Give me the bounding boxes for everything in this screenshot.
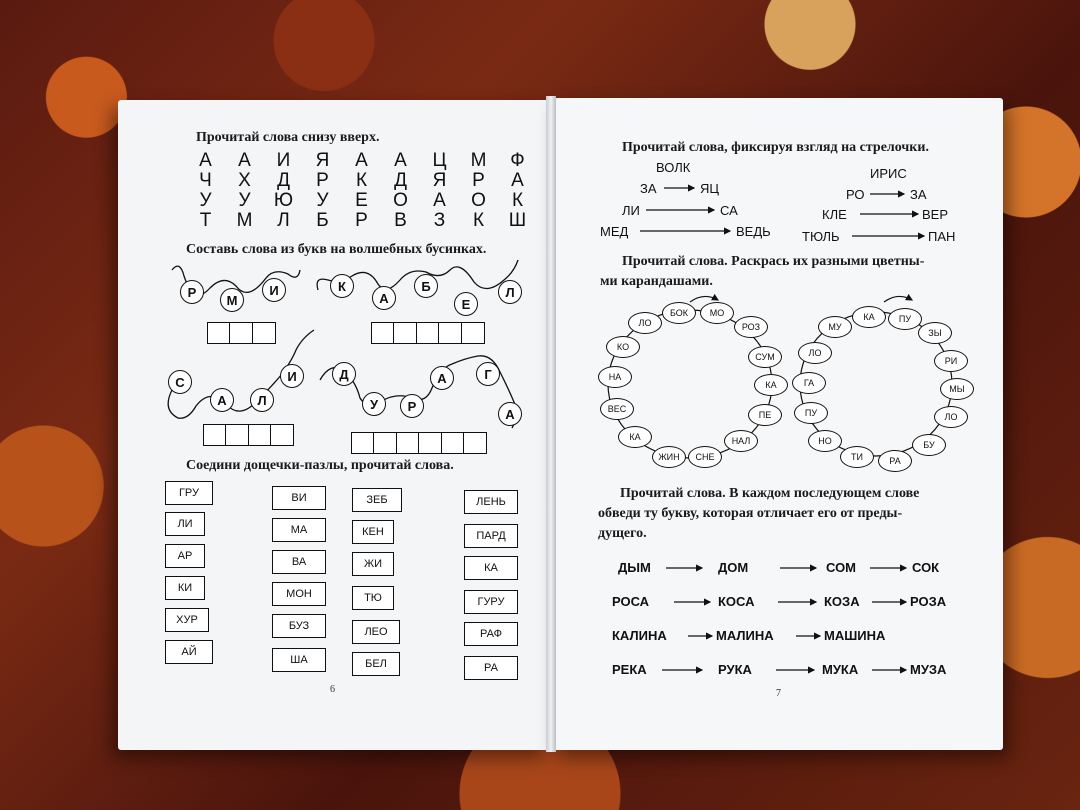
- puzzle-piece[interactable]: ВИ: [272, 486, 326, 510]
- syllable-ring[interactable]: МУ: [818, 316, 852, 338]
- fix-gaze-heading: Прочитай слова, фиксируя взгляд на стрелочки.: [622, 140, 929, 155]
- arrow-word: ЗА: [640, 181, 657, 196]
- chain-word: КОСА: [718, 594, 755, 609]
- syllable-ring[interactable]: ПЕ: [748, 404, 782, 426]
- puzzle-piece[interactable]: КЕН: [352, 520, 394, 544]
- chain-word: РЕКА: [612, 662, 647, 677]
- bead: К: [330, 274, 354, 298]
- syllable-ring[interactable]: БУ: [912, 434, 946, 456]
- syllable-ring[interactable]: ЛО: [628, 312, 662, 334]
- puzzle-piece[interactable]: АЙ: [165, 640, 213, 664]
- letter-row-3: У У Ю У Е О А О К: [199, 190, 524, 211]
- arrow-word: ЯЦ: [700, 181, 720, 196]
- arrow-word: СА: [720, 203, 738, 218]
- syllable-ring[interactable]: РА: [878, 450, 912, 472]
- puzzle-piece[interactable]: ЛЕНЬ: [464, 490, 518, 514]
- arrow-word: ВОЛК: [656, 160, 691, 175]
- puzzle-piece[interactable]: БУЗ: [272, 614, 326, 638]
- arrow-word: РО: [846, 187, 865, 202]
- puzzle-piece[interactable]: ХУР: [165, 608, 209, 632]
- bead: С: [168, 370, 192, 394]
- chain-word: КАЛИНА: [612, 628, 667, 643]
- chain-word: ДЫМ: [618, 560, 651, 575]
- chain-word: ДОМ: [718, 560, 749, 575]
- bead: А: [430, 366, 454, 390]
- puzzle-piece[interactable]: ЛЕО: [352, 620, 400, 644]
- bead: Г: [476, 362, 500, 386]
- syllable-ring[interactable]: КА: [618, 426, 652, 448]
- bead: Д: [332, 362, 356, 386]
- puzzle-piece[interactable]: РА: [464, 656, 518, 680]
- syllable-ring[interactable]: ЗЫ: [918, 322, 952, 344]
- chain-word: РОЗА: [910, 594, 947, 609]
- bead: Р: [400, 394, 424, 418]
- puzzle-piece[interactable]: КА: [464, 556, 518, 580]
- puzzle-piece[interactable]: ТЮ: [352, 586, 394, 610]
- syllable-ring[interactable]: КА: [852, 306, 886, 328]
- bead: У: [362, 392, 386, 416]
- syllable-ring[interactable]: ЛО: [934, 406, 968, 428]
- bead: А: [210, 388, 234, 412]
- puzzle-piece[interactable]: КИ: [165, 576, 205, 600]
- changed-letter-heading-line2: обведи ту букву, которая отличает его от преды-: [598, 506, 903, 521]
- chain-word: МАЛИНА: [716, 628, 774, 643]
- puzzle-piece[interactable]: ЗЕБ: [352, 488, 402, 512]
- syllable-ring[interactable]: СНЕ: [688, 446, 722, 468]
- puzzle-piece[interactable]: ЛИ: [165, 512, 205, 536]
- bead: И: [262, 278, 286, 302]
- chain-word: МАШИНА: [824, 628, 886, 643]
- syllable-ring[interactable]: КО: [606, 336, 640, 358]
- puzzle-piece[interactable]: ГРУ: [165, 481, 213, 505]
- chain-word: КОЗА: [824, 594, 860, 609]
- chain-word: МУЗА: [910, 662, 947, 677]
- syllable-ring[interactable]: ПУ: [888, 308, 922, 330]
- syllable-ring[interactable]: ПУ: [794, 402, 828, 424]
- bead: А: [498, 402, 522, 426]
- changed-letter-heading-line3: дущего.: [598, 526, 647, 541]
- arrow-word: МЕД: [600, 224, 629, 239]
- puzzle-piece[interactable]: РАФ: [464, 622, 518, 646]
- chain-word: СОМ: [826, 560, 857, 575]
- syllable-ring[interactable]: НА: [598, 366, 632, 388]
- syllable-ring[interactable]: МО: [700, 302, 734, 324]
- arrow-word: ЛИ: [622, 203, 640, 218]
- letter-row-2: Ч Х Д Р К Д Я Р А: [199, 170, 524, 191]
- magic-beads-heading: Составь слова из букв на волшебных бусинках.: [186, 242, 487, 257]
- puzzle-piece[interactable]: БЕЛ: [352, 652, 400, 676]
- puzzle-piece[interactable]: ЖИ: [352, 552, 394, 576]
- syllable-ring[interactable]: ЛО: [798, 342, 832, 364]
- changed-letter-heading-line1: Прочитай слова. В каждом последующем слове: [620, 486, 920, 501]
- arrow-word: ЗА: [910, 187, 927, 202]
- bead: М: [220, 288, 244, 312]
- puzzle-piece[interactable]: ПАРД: [464, 524, 518, 548]
- chain-word: МУКА: [822, 662, 859, 677]
- syllable-ring[interactable]: ЖИН: [652, 446, 686, 468]
- bead: Л: [498, 280, 522, 304]
- chain-word: РОСА: [612, 594, 650, 609]
- syllable-ring[interactable]: РОЗ: [734, 316, 768, 338]
- bead: Л: [250, 388, 274, 412]
- puzzle-heading: Соедини дощечки-пазлы, прочитай слова.: [186, 458, 454, 473]
- bead: И: [280, 364, 304, 388]
- syllable-ring[interactable]: РИ: [934, 350, 968, 372]
- chain-word: РУКА: [718, 662, 752, 677]
- syllable-ring[interactable]: ТИ: [840, 446, 874, 468]
- chain-word: СОК: [912, 560, 940, 575]
- syllable-ring[interactable]: ВЕС: [600, 398, 634, 420]
- puzzle-piece[interactable]: АР: [165, 544, 205, 568]
- syllable-ring[interactable]: НАЛ: [724, 430, 758, 452]
- read-bottom-up-heading: Прочитай слова снизу вверх.: [196, 130, 380, 145]
- syllable-ring[interactable]: НО: [808, 430, 842, 452]
- letter-row-1: А А И Я А А Ц М Ф: [199, 150, 525, 171]
- letter-row-4: Т М Л Б Р В З К Ш: [199, 210, 527, 231]
- puzzle-piece[interactable]: МА: [272, 518, 326, 542]
- bead: Е: [454, 292, 478, 316]
- arrow-word: ПАН: [928, 229, 956, 244]
- arrow-word: ВЕР: [922, 207, 949, 222]
- arrow-word: ИРИС: [870, 166, 907, 181]
- syllable-ring[interactable]: МЫ: [940, 378, 974, 400]
- syllable-ring[interactable]: ГА: [792, 372, 826, 394]
- syllable-ring[interactable]: БОК: [662, 302, 696, 324]
- color-words-heading-line2: ми карандашами.: [600, 274, 713, 289]
- bead: Р: [180, 280, 204, 304]
- puzzle-piece[interactable]: МОН: [272, 582, 326, 606]
- bead: Б: [414, 274, 438, 298]
- bead: А: [372, 286, 396, 310]
- arrow-word: ВЕДЬ: [736, 224, 771, 239]
- page-number-right: 7: [776, 688, 781, 699]
- color-words-heading-line1: Прочитай слова. Раскрась их разными цветны-: [622, 254, 925, 269]
- syllable-ring[interactable]: СУМ: [748, 346, 782, 368]
- syllable-ring[interactable]: КА: [754, 374, 788, 396]
- page-number-left: 6: [330, 684, 335, 695]
- puzzle-piece[interactable]: ГУРУ: [464, 590, 518, 614]
- arrow-word: ТЮЛЬ: [802, 229, 840, 244]
- puzzle-piece[interactable]: ВА: [272, 550, 326, 574]
- puzzle-piece[interactable]: ША: [272, 648, 326, 672]
- arrow-word: КЛЕ: [822, 207, 847, 222]
